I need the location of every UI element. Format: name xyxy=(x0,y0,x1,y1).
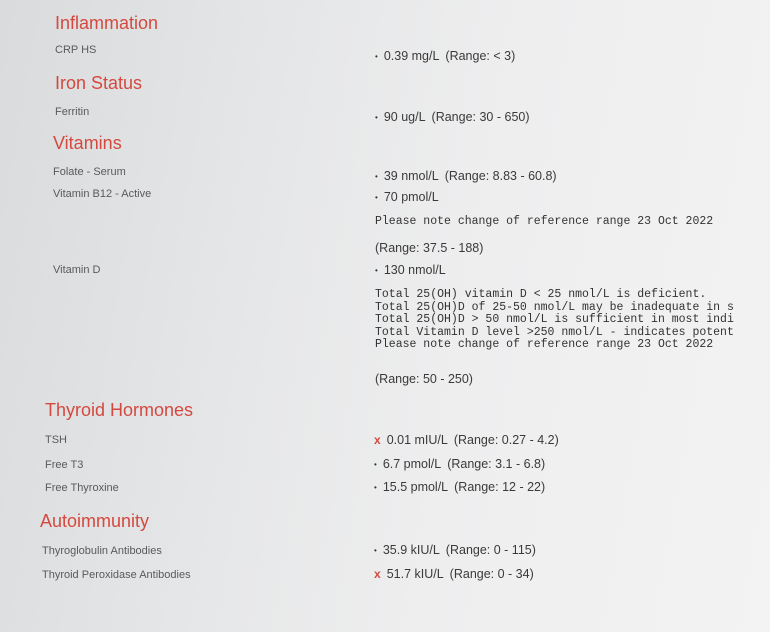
test-label-vitamin-b12: Vitamin B12 - Active xyxy=(53,188,152,200)
result-range: (Range: 12 - 22) xyxy=(454,480,546,494)
test-label-vitamin-d: Vitamin D xyxy=(53,264,101,276)
result-free-thyroxine xyxy=(374,480,545,494)
result-range: (Range: 0 - 115) xyxy=(445,543,536,557)
result-value: 6.7 pmol/L xyxy=(382,457,442,471)
result-value: 51.7 kIU/L xyxy=(386,567,444,581)
test-label-folate: Folate - Serum xyxy=(53,166,126,178)
test-label-free-t3: Free T3 xyxy=(45,459,84,471)
result-free-t3 xyxy=(374,457,545,471)
result-ferritin xyxy=(375,110,530,124)
result-range: (Range: 3.1 - 6.8) xyxy=(447,457,546,471)
vitamin-d-interpretation-note: Total 25(OH) vitamin D < 25 nmol/L is deficient. Total 25(OH)D of 25-50 nmol/L may be inadequate in s Total 25(OH)D > 50 nmol/L is sufficient in most indi Total Vitamin D level >250 nmol/L - indicates potent Please note change of reference range 23 Oct 2022 xyxy=(375,288,734,351)
normal-marker: • xyxy=(375,113,378,122)
result-value: 0.01 mIU/L xyxy=(386,433,448,447)
b12-range: (Range: 37.5 - 188) xyxy=(375,241,484,255)
test-label-free-thyroxine: Free Thyroxine xyxy=(45,482,119,494)
normal-marker: • xyxy=(374,483,377,492)
test-label-tsh: TSH xyxy=(45,434,67,446)
result-vitamin-d xyxy=(375,263,446,277)
result-value: 39 nmol/L xyxy=(383,169,439,183)
abnormal-flag-icon: x xyxy=(374,433,381,447)
result-value: 90 ug/L xyxy=(383,110,426,124)
normal-marker: • xyxy=(374,460,377,469)
result-range: (Range: 8.83 - 60.8) xyxy=(444,169,557,183)
normal-marker: • xyxy=(375,52,378,61)
normal-marker: • xyxy=(375,266,378,275)
normal-marker: • xyxy=(375,193,378,202)
b12-reference-note: Please note change of reference range 23 Oct 2022 xyxy=(375,215,714,228)
test-label-thyroid-peroxidase-antibodies: Thyroid Peroxidase Antibodies xyxy=(42,569,191,581)
result-range: (Range: 0.27 - 4.2) xyxy=(453,433,559,447)
result-vitamin-b12 xyxy=(375,190,439,204)
result-value: 70 pmol/L xyxy=(383,190,439,204)
test-label-thyroglobulin-antibodies: Thyroglobulin Antibodies xyxy=(42,545,162,557)
result-value: 130 nmol/L xyxy=(383,263,446,277)
abnormal-flag-icon: x xyxy=(374,567,381,581)
result-value: 15.5 pmol/L xyxy=(382,480,449,494)
result-value: 35.9 kIU/L xyxy=(382,543,440,557)
vitamin-d-range: (Range: 50 - 250) xyxy=(375,372,473,386)
result-range: (Range: 0 - 34) xyxy=(449,567,534,581)
test-label-crp-hs: CRP HS xyxy=(55,44,97,56)
result-range: (Range: < 3) xyxy=(445,49,516,63)
result-range: (Range: 30 - 650) xyxy=(431,110,530,124)
result-folate xyxy=(375,169,557,183)
result-crp-hs xyxy=(375,49,515,63)
result-tsh xyxy=(374,433,559,447)
normal-marker: • xyxy=(375,172,378,181)
section-heading-vitamins: Vitamins xyxy=(53,133,122,153)
normal-marker: • xyxy=(374,546,377,555)
result-value: 0.39 mg/L xyxy=(383,49,440,63)
section-heading-autoimmunity: Autoimmunity xyxy=(40,511,150,531)
section-heading-iron-status: Iron Status xyxy=(55,73,143,93)
section-heading-thyroid-hormones: Thyroid Hormones xyxy=(45,400,194,420)
test-label-ferritin: Ferritin xyxy=(55,106,90,118)
result-thyroglobulin-antibodies xyxy=(374,543,536,557)
result-thyroid-peroxidase-antibodies xyxy=(374,567,534,581)
section-heading-inflammation: Inflammation xyxy=(55,13,159,33)
